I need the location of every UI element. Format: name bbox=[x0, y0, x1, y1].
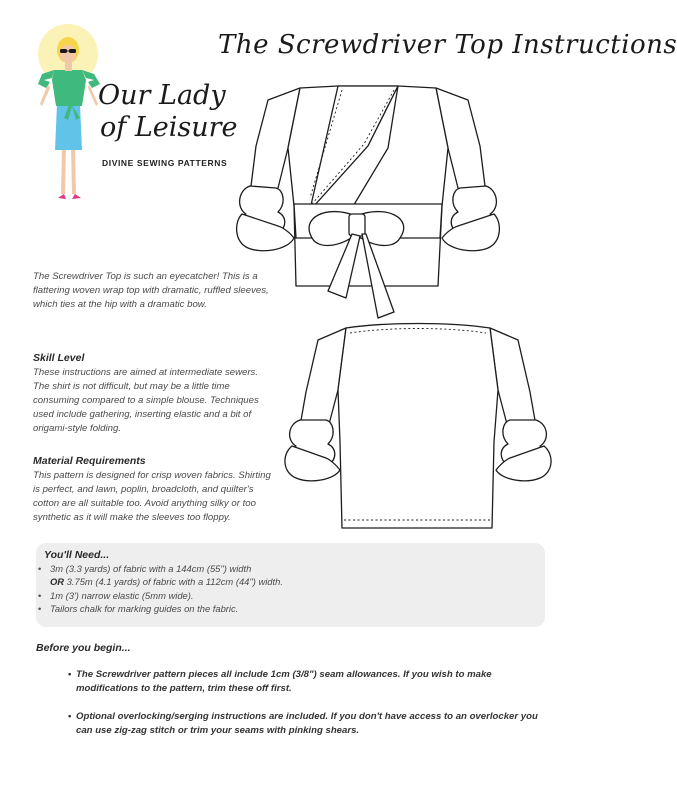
list-item: • The Screwdriver pattern pieces all include 1cm (3/8") seam allowances. If you wish to make modifications to the pattern, trim these off first. bbox=[68, 668, 538, 696]
intro-paragraph: The Screwdriver Top is such an eyecatcher! This is a flattering woven wrap top with dramatic, ruffled sleeves, which ties at the hip with a dramatic bow. bbox=[33, 271, 269, 310]
wrap-top-back-drawing bbox=[276, 322, 556, 542]
elastic-item: 1m (3') narrow elastic (5mm wide). bbox=[50, 589, 194, 601]
brand-name-line1: Our Lady bbox=[98, 80, 226, 111]
list-item bbox=[38, 575, 538, 588]
list-item bbox=[38, 602, 538, 615]
list-item bbox=[38, 562, 538, 575]
chalk-item: Tailors chalk for marking guides on the fabric. bbox=[50, 602, 239, 614]
fabric-112-item: 3.75m (4.1 yards) of fabric with a 112cm (44") width. bbox=[66, 576, 283, 588]
skill-level-text: These instructions are aimed at intermediate sewers. The shirt is not difficult, but may be a little time consuming compared to a simple blouse. Techniques used include gathering, inserting elastic and a bit of origami-style folding. bbox=[33, 367, 259, 434]
list-item: • Optional overlocking/serging instructions are included. If you don't have access to an overlocker you can use zig-zag stitch or trim your seams with pinking shears. bbox=[68, 710, 538, 738]
page-title: The Screwdriver Top Instructions bbox=[218, 30, 677, 60]
youll-need-list bbox=[38, 562, 538, 615]
before-you-begin-list bbox=[68, 668, 538, 752]
skill-level-heading: Skill Level bbox=[33, 352, 85, 364]
before-you-begin-heading: Before you begin... bbox=[36, 642, 131, 654]
brand-name bbox=[98, 80, 238, 144]
fabric-144-item: 3m (3.3 yards) of fabric with a 144cm (55") width bbox=[50, 563, 252, 574]
brand-name-line2: of Leisure bbox=[100, 112, 238, 143]
brand-tagline: DIVINE SEWING PATTERNS bbox=[102, 158, 228, 168]
material-requirements-heading: Material Requirements bbox=[33, 455, 146, 467]
youll-need-heading: You'll Need... bbox=[44, 549, 110, 561]
list-item bbox=[38, 589, 538, 602]
material-requirements-text: This pattern is designed for crisp woven fabrics. Shirting is perfect, and lawn, poplin, broadcloth, and quilter's cotton are all suitable too. Avoid anything silky or too synthetic as it will make the sleeves too floppy. bbox=[33, 470, 271, 523]
or-word: OR bbox=[50, 576, 65, 588]
